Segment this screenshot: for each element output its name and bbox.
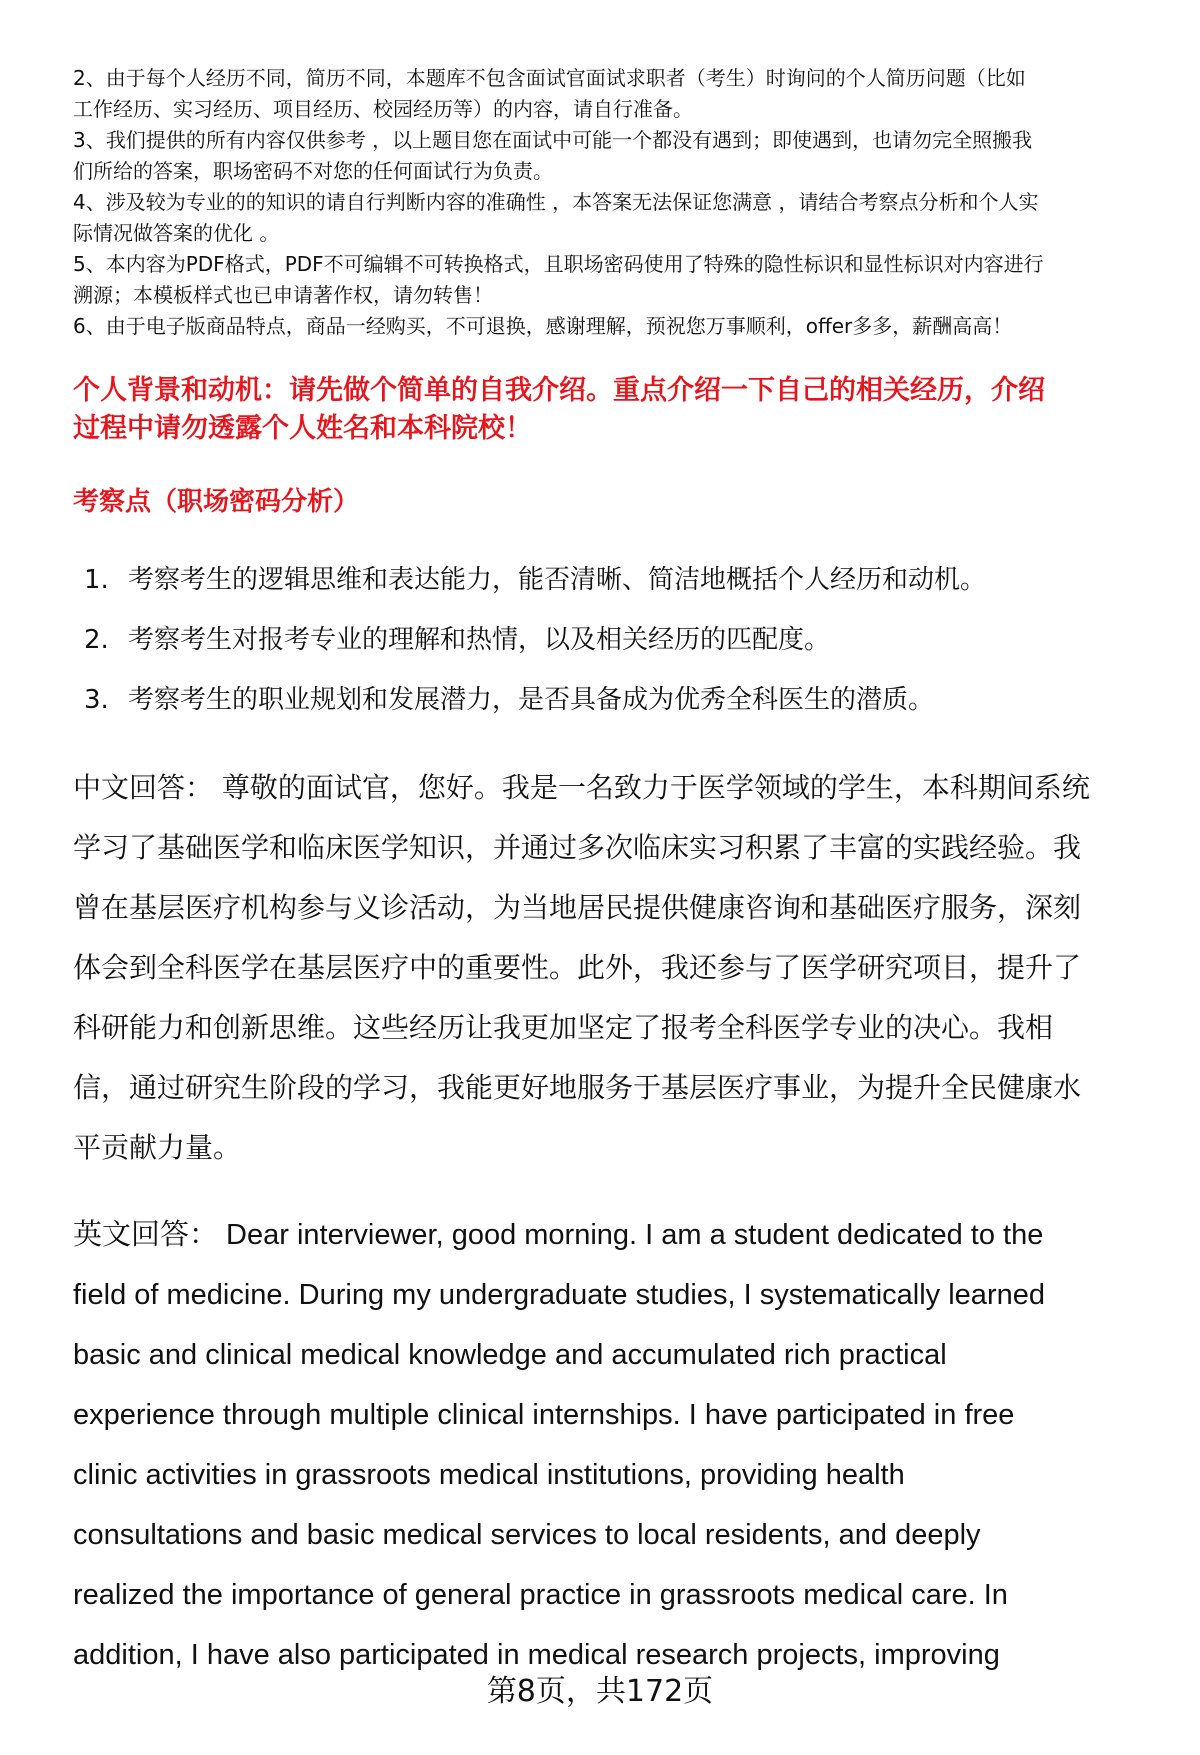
list-item: [84, 562, 986, 622]
note-line: 际情况做答案的优化 。: [73, 221, 280, 245]
answer-line: 中文回答： 尊敬的面试官，您好。我是一名致力于医学领域的学生，本科期间系统: [73, 771, 1090, 804]
answer-line: addition, I have also participated in medical research projects, improving: [73, 1639, 1000, 1671]
list-number: 2.: [84, 625, 109, 655]
answer-line: experience through multiple clinical internships. I have participated in free: [73, 1399, 1015, 1431]
list-item: [84, 622, 986, 682]
list-item: [84, 682, 986, 742]
answer-line: 英文回答： Dear interviewer, good morning. I am a student dedicated to the: [73, 1219, 1044, 1251]
chinese-answer: [73, 768, 1163, 1188]
page-number: 第8页，共172页: [486, 1674, 714, 1709]
answer-line: consultations and basic medical services to local residents, and deeply: [73, 1519, 981, 1551]
note-line: 5、本内容为PDF格式，PDF不可编辑不可转换格式，且职场密码使用了特殊的隐性标识和显性标识对内容进行: [73, 252, 1044, 276]
list-number: 3.: [84, 685, 109, 715]
key-points-list: [84, 562, 986, 742]
note-line: 2、由于每个人经历不同，简历不同，本题库不包含面试官面试求职者（考生）时询问的个人简历问题（比如: [73, 66, 1026, 90]
key-points-title: 考察点（职场密码分析）: [73, 487, 360, 517]
list-number: 1.: [84, 565, 109, 595]
note-line: 溯源；本模板样式也已申请著作权，请勿转售！: [73, 283, 493, 307]
note-line: 们所给的答案，职场密码不对您的任何面试行为负责。: [73, 159, 553, 183]
answer-line: field of medicine. During my undergraduate studies, I systematically learned: [73, 1279, 1045, 1311]
list-text: 考察考生的职业规划和发展潜力，是否具备成为优秀全科医生的潜质。: [128, 685, 935, 715]
note-line: 工作经历、实习经历、项目经历、校园经历等）的内容，请自行准备。: [73, 97, 693, 121]
question-line: 过程中请勿透露个人姓名和本科院校！: [73, 413, 532, 444]
answer-line: clinic activities in grassroots medical institutions, providing health: [73, 1459, 905, 1491]
note-line: 6、由于电子版商品特点，商品一经购买，不可退换，感谢理解，预祝您万事顺利，offer多多，薪酬高高！: [73, 314, 1013, 338]
answer-line: 学习了基础医学和临床医学知识，并通过多次临床实习积累了丰富的实践经验。我: [73, 831, 1082, 864]
answer-line: 体会到全科医学在基层医疗中的重要性。此外，我还参与了医学研究项目，提升了: [73, 951, 1082, 984]
english-answer: [73, 1215, 1163, 1695]
note-line: 3、我们提供的所有内容仅供参考 ，以上题目您在面试中可能一个都没有遇到；即使遇到，也请勿完全照搬我: [73, 128, 1033, 152]
answer-line: 曾在基层医疗机构参与义诊活动，为当地居民提供健康咨询和基础医疗服务，深刻: [73, 891, 1082, 924]
list-text: 考察考生的逻辑思维和表达能力，能否清晰、简洁地概括个人经历和动机。: [128, 565, 987, 595]
note-line: 4、涉及较为专业的的知识的请自行判断内容的准确性 ，本答案无法保证您满意 ，请结合考察点分析和个人实: [73, 190, 1039, 214]
answer-line: 信，通过研究生阶段的学习，我能更好地服务于基层医疗事业，为提升全民健康水: [73, 1071, 1082, 1104]
answer-line: 科研能力和创新思维。这些经历让我更加坚定了报考全科医学专业的决心。我相: [73, 1011, 1054, 1044]
answer-line: basic and clinical medical knowledge and accumulated rich practical: [73, 1339, 947, 1371]
question-heading: [73, 372, 1045, 448]
list-text: 考察考生对报考专业的理解和热情，以及相关经历的匹配度。: [128, 625, 831, 655]
question-line: 个人背景和动机：请先做个简单的自我介绍。重点介绍一下自己的相关经历，介绍: [73, 375, 1045, 406]
disclaimer-notes: [73, 63, 1163, 342]
answer-line: realized the importance of general practice in grassroots medical care. In: [73, 1579, 1008, 1611]
answer-line: 平贡献力量。: [73, 1131, 242, 1164]
